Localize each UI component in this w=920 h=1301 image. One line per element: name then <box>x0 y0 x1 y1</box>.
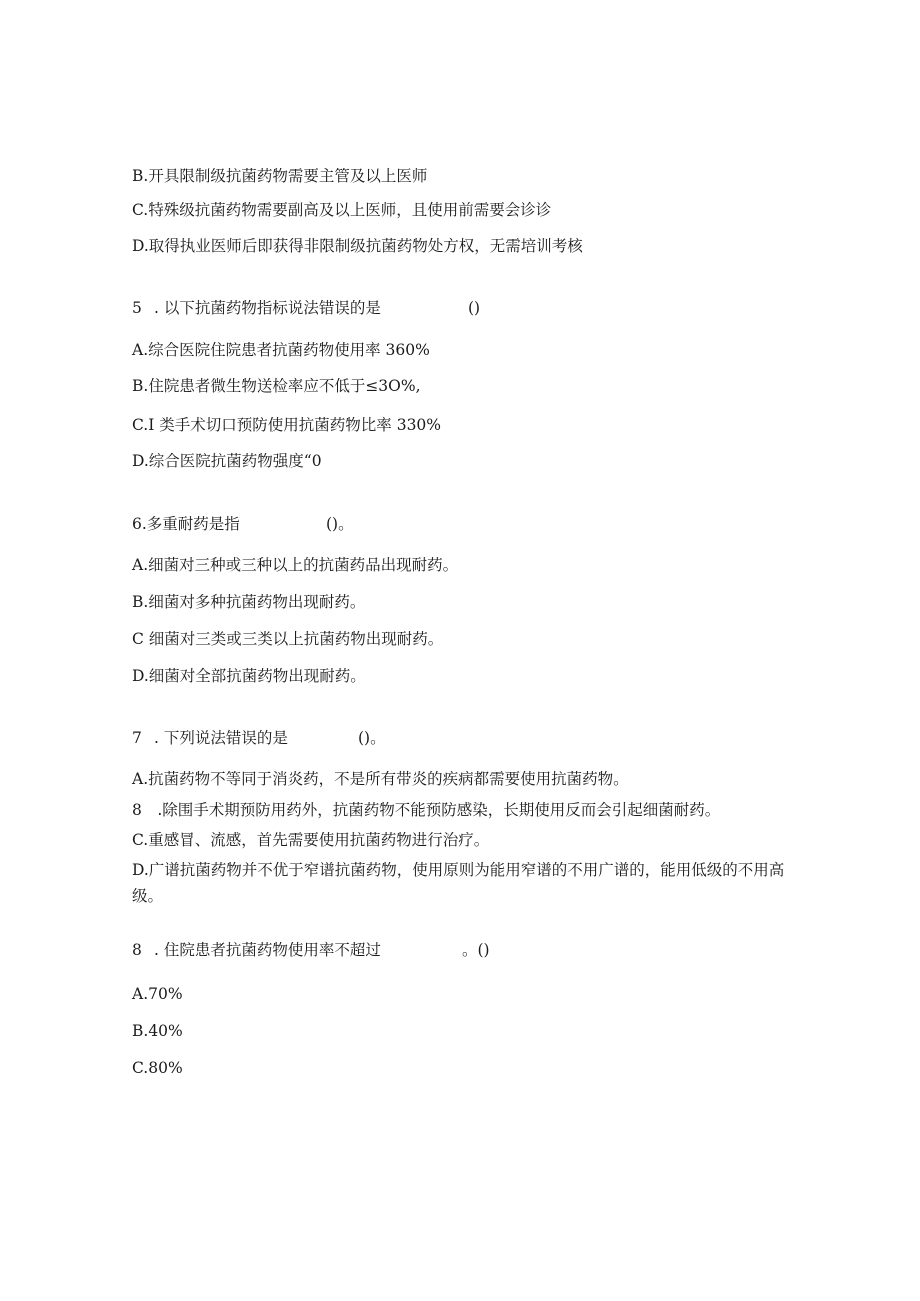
q5-number: 5 <box>132 299 142 317</box>
q7-answer-paren: ()。 <box>358 729 386 747</box>
q5-text: . 以下抗菌药物指标说法错误的是 <box>154 299 381 317</box>
q8-stem <box>132 940 381 960</box>
q8-text: . 住院患者抗菌药物使用率不超过 <box>154 941 381 959</box>
q5-answer-paren: () <box>468 299 481 317</box>
q8-answer-paren: 。() <box>462 941 490 959</box>
q8-option-c: C.80% <box>132 1059 183 1077</box>
q4-option-b: B.开具限制级抗菌药物需要主管及以上医师 <box>132 167 428 185</box>
q4-option-c: C.特殊级抗菌药物需要副高及以上医师，且使用前需要会诊诊 <box>132 201 552 219</box>
q6-option-a: A.细菌对三种或三种以上的抗菌药品出现耐药。 <box>132 556 459 574</box>
q6-option-c: C 细菌对三类或三类以上抗菌药物出现耐药。 <box>132 630 444 648</box>
q7-option-c: C.重感冒、流感，首先需要使用抗菌药物进行治疗。 <box>132 831 490 849</box>
q7-option-b: 8 .除围手术期预防用药外，抗菌药物不能预防感染，长期使用反而会引起细菌耐药。 <box>132 801 721 819</box>
q6-answer-paren: ()。 <box>326 515 354 533</box>
q7-option-d: D.广谱抗菌药物并不优于窄谱抗菌药物，使用原则为能用窄谱的不用广谱的，能用低级的不用高级。 <box>132 861 785 905</box>
q4-option-d: D.取得执业医师后即获得非限制级抗菌药物处方权，无需培训考核 <box>132 237 583 255</box>
q7-stem <box>132 728 288 748</box>
q6-stem: 6.多重耐药是指 <box>132 515 240 533</box>
q7-text: . 下列说法错误的是 <box>154 729 288 747</box>
q5-option-a: A.综合医院住院患者抗菌药物使用率 360% <box>132 341 430 359</box>
q8-number: 8 <box>132 941 142 959</box>
q6-option-d: D.细菌对全部抗菌药物出现耐药。 <box>132 667 366 685</box>
q5-option-c: C.I 类手术切口预防使用抗菌药物比率 330% <box>132 416 442 434</box>
q5-option-d: D.综合医院抗菌药物强度“0 <box>132 452 322 470</box>
q7-option-a: A.抗菌药物不等同于消炎药，不是所有带炎的疾病都需要使用抗菌药物。 <box>132 770 629 788</box>
q8-option-a: A.70% <box>132 985 183 1003</box>
q7-number: 7 <box>132 729 142 747</box>
q8-option-b: B.40% <box>132 1022 183 1040</box>
q5-stem <box>132 298 381 318</box>
q6-option-b: B.细菌对多种抗菌药物出现耐药。 <box>132 593 366 611</box>
q5-option-b: B.住院患者微生物送检率应不低于≤3O%, <box>132 377 421 395</box>
